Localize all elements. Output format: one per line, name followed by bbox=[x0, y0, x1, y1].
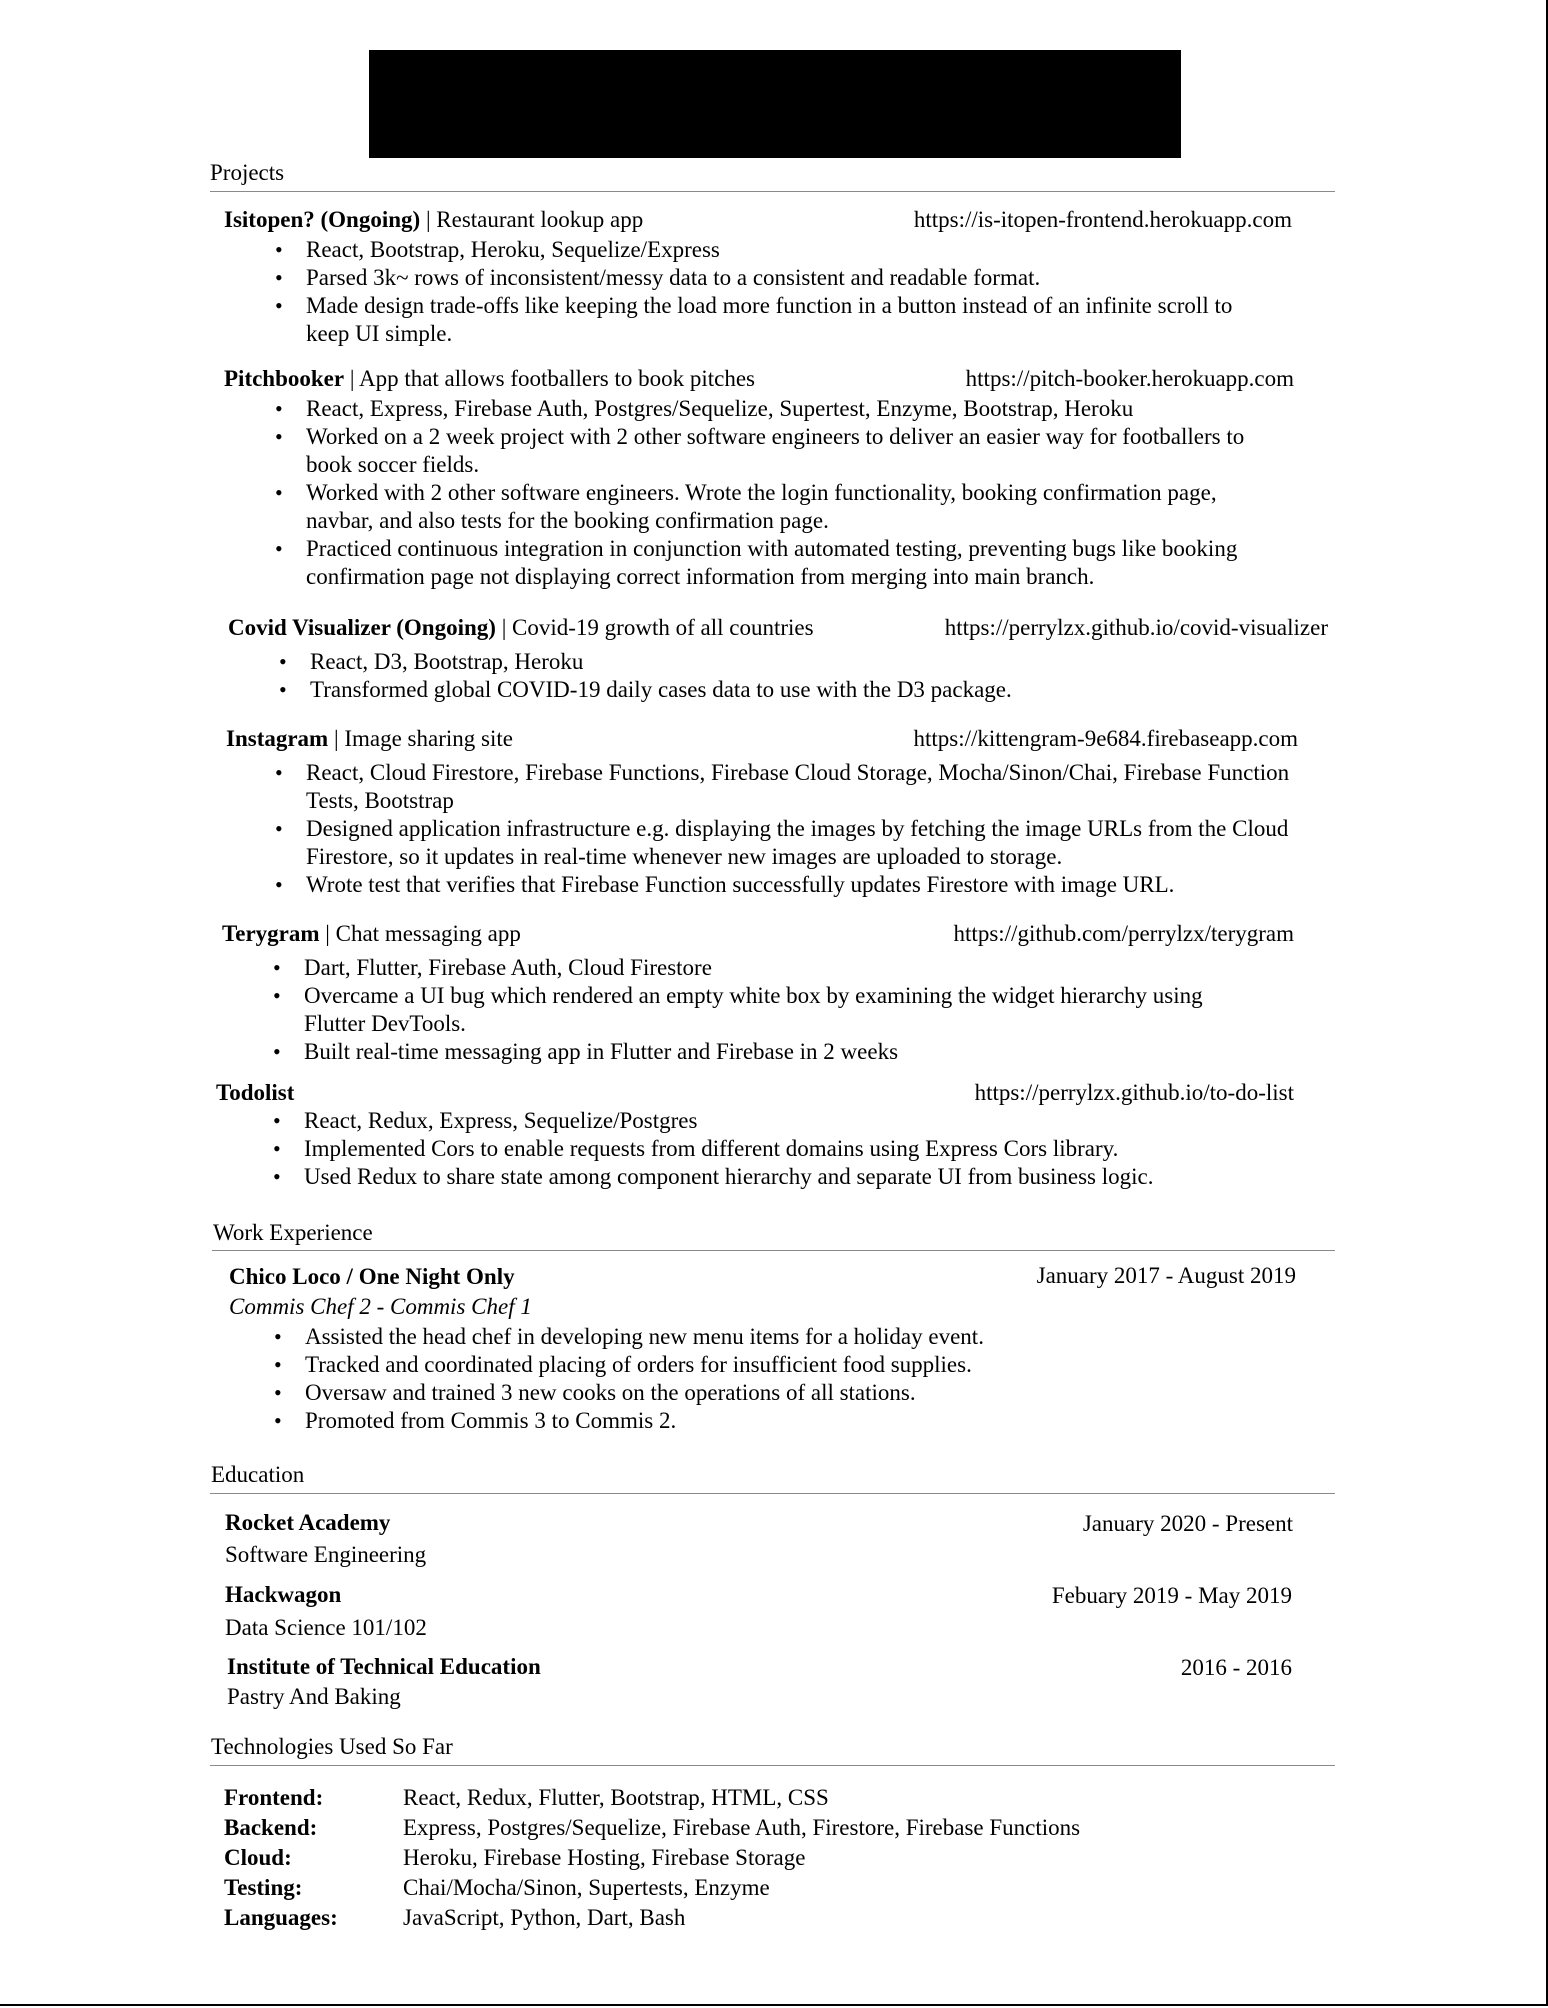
section-title-work: Work Experience bbox=[213, 1220, 373, 1245]
project-name: Terygram bbox=[222, 921, 320, 946]
tech-value: Heroku, Firebase Hosting, Firebase Storage bbox=[403, 1845, 806, 1870]
bullet-item: • Assisted the head chef in developing new menu items for a holiday event. bbox=[305, 1323, 1305, 1351]
education-school: Institute of Technical Education bbox=[227, 1654, 541, 1679]
section-divider bbox=[210, 1765, 1335, 1766]
education-school: Rocket Academy bbox=[225, 1510, 391, 1535]
tech-label: Testing: bbox=[224, 1875, 303, 1900]
education-dates: January 2020 - Present bbox=[1082, 1511, 1293, 1536]
project-name: Pitchbooker bbox=[224, 366, 345, 391]
project-url[interactable]: https://github.com/perrylzx/terygram bbox=[953, 921, 1294, 946]
project-url[interactable]: https://pitch-booker.herokuapp.com bbox=[965, 366, 1294, 391]
section-divider bbox=[212, 1250, 1335, 1251]
bullet-item: • Practiced continuous integration in conjunction with automated testing, preventing bugs like booking confirmation page not displaying correct information from merging into main branch. bbox=[306, 535, 1286, 591]
work-dates: January 2017 - August 2019 bbox=[1036, 1263, 1296, 1288]
tech-row-frontend bbox=[224, 1784, 829, 1812]
project-heading bbox=[224, 365, 755, 393]
tech-value: JavaScript, Python, Dart, Bash bbox=[403, 1905, 686, 1930]
project-heading bbox=[228, 614, 814, 642]
bullet-item: • React, Cloud Firestore, Firebase Functions, Firebase Cloud Storage, Mocha/Sinon/Chai, Firebase Function Tests, Bootstrap bbox=[306, 759, 1316, 815]
project-url[interactable]: https://is-itopen-frontend.herokuapp.com bbox=[913, 207, 1292, 232]
bullet-item: • Used Redux to share state among component hierarchy and separate UI from business logic. bbox=[304, 1163, 1314, 1191]
tech-row-languages bbox=[224, 1904, 685, 1932]
project-url[interactable]: https://perrylzx.github.io/to-do-list bbox=[974, 1080, 1294, 1105]
project-description: Restaurant lookup app bbox=[436, 207, 644, 232]
project-description: App that allows footballers to book pitches bbox=[358, 366, 755, 391]
tech-row-testing bbox=[224, 1874, 770, 1902]
bullet-item: • Worked with 2 other software engineers. Wrote the login functionality, booking confirmation page, navbar, and also tests for the booking confirmation page. bbox=[306, 479, 1286, 535]
project-bullets bbox=[306, 759, 1316, 899]
education-school: Hackwagon bbox=[225, 1582, 342, 1607]
bullet-item: • Designed application infrastructure e.g. displaying the images by fetching the image URLs from the Cloud Firestore, so it updates in real-time whenever new images are uploaded to storage. bbox=[306, 815, 1316, 871]
tech-label: Frontend: bbox=[224, 1785, 324, 1810]
tech-row-backend bbox=[224, 1814, 1080, 1842]
project-heading bbox=[222, 920, 521, 948]
tech-row-cloud bbox=[224, 1844, 805, 1872]
project-separator: | bbox=[344, 366, 359, 391]
project-heading bbox=[216, 1079, 294, 1107]
education-course: Data Science 101/102 bbox=[225, 1615, 427, 1640]
project-heading bbox=[224, 206, 643, 234]
tech-value: Chai/Mocha/Sinon, Supertests, Enzyme bbox=[403, 1875, 770, 1900]
education-course: Software Engineering bbox=[225, 1542, 427, 1567]
project-bullets bbox=[306, 395, 1286, 591]
bullet-item: • Parsed 3k~ rows of inconsistent/messy data to a consistent and readable format. bbox=[306, 264, 1266, 292]
tech-label: Languages: bbox=[224, 1905, 338, 1930]
project-description: Covid-19 growth of all countries bbox=[512, 615, 814, 640]
section-title-technologies: Technologies Used So Far bbox=[211, 1734, 453, 1759]
bullet-item: • Oversaw and trained 3 new cooks on the operations of all stations. bbox=[305, 1379, 1305, 1407]
project-description: Image sharing site bbox=[344, 726, 513, 751]
bullet-item: • React, D3, Bootstrap, Heroku bbox=[310, 648, 1290, 676]
section-divider bbox=[210, 191, 1335, 192]
tech-value: Express, Postgres/Sequelize, Firebase Auth, Firestore, Firebase Functions bbox=[403, 1815, 1081, 1840]
project-bullets bbox=[304, 954, 1264, 1066]
section-title-projects: Projects bbox=[210, 160, 285, 185]
project-name: Instagram bbox=[226, 726, 329, 751]
section-divider bbox=[210, 1493, 1335, 1494]
bullet-item: • Wrote test that verifies that Firebase Function successfully updates Firestore with image URL. bbox=[306, 871, 1316, 899]
project-separator: | bbox=[328, 726, 345, 751]
tech-label: Backend: bbox=[224, 1815, 318, 1840]
tech-label: Cloud: bbox=[224, 1845, 292, 1870]
education-dates: 2016 - 2016 bbox=[1180, 1655, 1292, 1680]
bullet-item: • React, Redux, Express, Sequelize/Postgres bbox=[304, 1107, 1314, 1135]
work-bullets bbox=[305, 1323, 1305, 1435]
bullet-item: • Implemented Cors to enable requests from different domains using Express Cors library. bbox=[304, 1135, 1314, 1163]
project-separator: | bbox=[420, 207, 437, 232]
work-company: Chico Loco / One Night Only bbox=[229, 1264, 515, 1289]
bullet-item: • Built real-time messaging app in Flutter and Firebase in 2 weeks bbox=[304, 1038, 1264, 1066]
bullet-item: • React, Express, Firebase Auth, Postgres/Sequelize, Supertest, Enzyme, Bootstrap, Heroku bbox=[306, 395, 1286, 423]
redacted-name-block bbox=[369, 50, 1181, 158]
work-role: Commis Chef 2 - Commis Chef 1 bbox=[229, 1294, 532, 1319]
bullet-item: • Tracked and coordinated placing of orders for insufficient food supplies. bbox=[305, 1351, 1305, 1379]
bullet-item: • Made design trade-offs like keeping the load more function in a button instead of an infinite scroll to keep UI simple. bbox=[306, 292, 1266, 348]
project-url[interactable]: https://perrylzx.github.io/covid-visualizer bbox=[944, 615, 1328, 640]
section-title-education: Education bbox=[211, 1462, 305, 1487]
bullet-item: • Promoted from Commis 3 to Commis 2. bbox=[305, 1407, 1305, 1435]
project-separator: | bbox=[495, 615, 513, 640]
project-name: Isitopen? (Ongoing) bbox=[224, 207, 421, 232]
project-url[interactable]: https://kittengram-9e684.firebaseapp.com bbox=[913, 726, 1298, 751]
education-dates: Febuary 2019 - May 2019 bbox=[1051, 1583, 1292, 1608]
project-name: Todolist bbox=[216, 1080, 295, 1105]
project-separator: | bbox=[319, 921, 336, 946]
bullet-item: • Worked on a 2 week project with 2 other software engineers to deliver an easier way for footballers to book soccer fields. bbox=[306, 423, 1286, 479]
bullet-item: • React, Bootstrap, Heroku, Sequelize/Express bbox=[306, 236, 1266, 264]
project-bullets bbox=[304, 1107, 1314, 1191]
bullet-item: • Overcame a UI bug which rendered an empty white box by examining the widget hierarchy using Flutter DevTools. bbox=[304, 982, 1264, 1038]
education-course: Pastry And Baking bbox=[227, 1684, 401, 1709]
project-heading bbox=[226, 725, 513, 753]
project-name: Covid Visualizer (Ongoing) bbox=[228, 615, 496, 640]
project-bullets bbox=[306, 236, 1266, 348]
tech-value: React, Redux, Flutter, Bootstrap, HTML, CSS bbox=[403, 1785, 829, 1810]
project-description: Chat messaging app bbox=[335, 921, 521, 946]
project-bullets bbox=[310, 648, 1290, 704]
bullet-item: • Transformed global COVID-19 daily cases data to use with the D3 package. bbox=[310, 676, 1290, 704]
bullet-item: • Dart, Flutter, Firebase Auth, Cloud Firestore bbox=[304, 954, 1264, 982]
